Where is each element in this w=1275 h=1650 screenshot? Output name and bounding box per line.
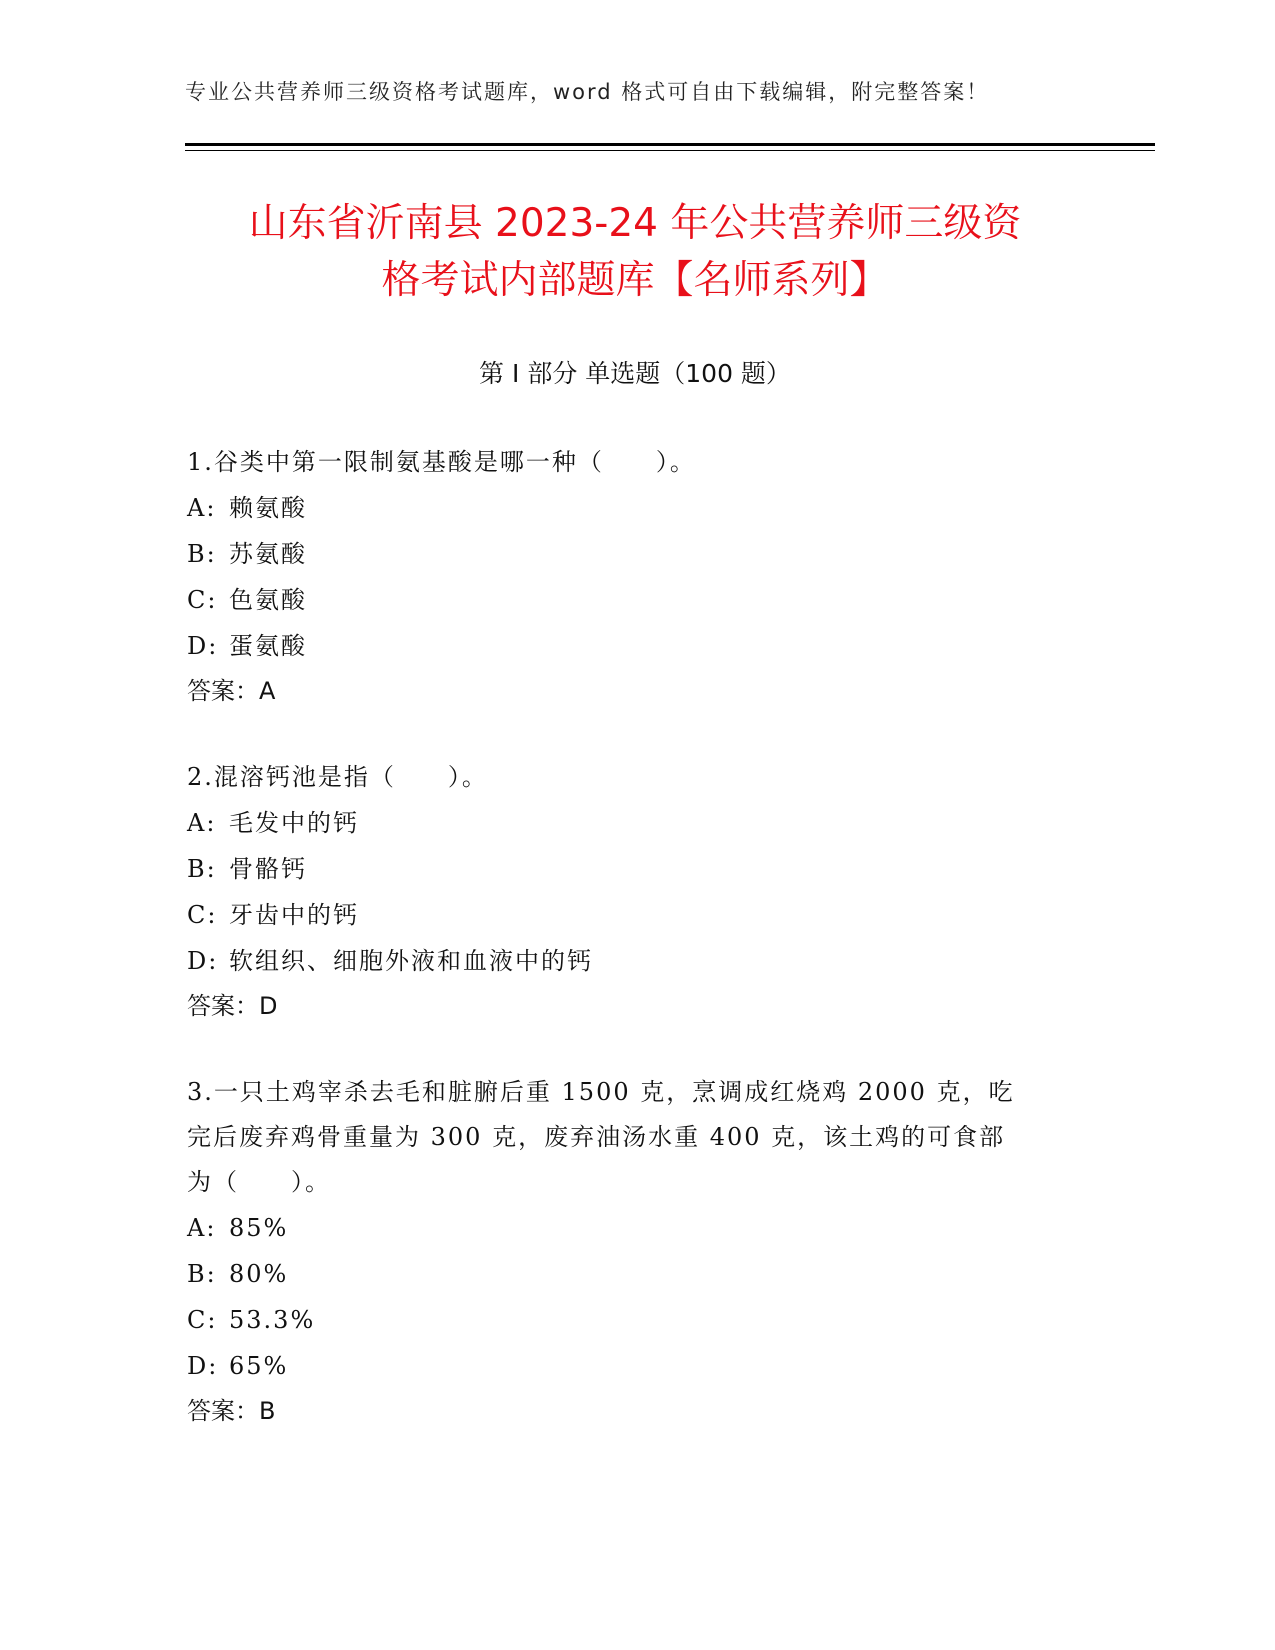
option-letter: D: xyxy=(187,1352,219,1380)
document-title xyxy=(185,195,1085,309)
option-text: 85% xyxy=(229,1214,289,1242)
option-b xyxy=(187,846,1067,892)
option-b xyxy=(187,531,1067,577)
option-text: 53.3% xyxy=(229,1306,316,1334)
option-text: 软组织、细胞外液和血液中的钙 xyxy=(229,947,593,975)
option-letter: D: xyxy=(187,947,219,975)
option-letter: B: xyxy=(187,855,217,883)
option-text: 80% xyxy=(229,1260,289,1288)
option-letter: A: xyxy=(187,1214,217,1242)
question-2 xyxy=(187,755,1067,1028)
option-a xyxy=(187,1205,1067,1251)
question-stem: 2.混溶钙池是指（ ）。 xyxy=(187,763,488,791)
answer-label: 答案：D xyxy=(187,992,278,1020)
option-text: 赖氨酸 xyxy=(229,494,307,522)
option-text: 色氨酸 xyxy=(229,586,307,614)
option-c xyxy=(187,577,1067,623)
option-letter: C: xyxy=(187,901,218,929)
option-text: 65% xyxy=(229,1352,289,1380)
question-stem-line: 完后废弃鸡骨重量为 300 克，废弃油汤水重 400 克，该土鸡的可食部 xyxy=(187,1123,1006,1151)
option-a xyxy=(187,485,1067,531)
option-letter: A: xyxy=(187,809,217,837)
page-header: 专业公共营养师三级资格考试题库，word 格式可自由下载编辑，附完整答案！ xyxy=(185,80,990,104)
option-text: 苏氨酸 xyxy=(229,540,307,568)
option-text: 骨骼钙 xyxy=(229,855,307,883)
option-d xyxy=(187,1343,1067,1389)
header-divider-thick xyxy=(185,143,1155,146)
question-list xyxy=(187,440,1067,1475)
question-3 xyxy=(187,1070,1067,1433)
document-title-line-1: 山东省沂南县 2023-24 年公共营养师三级资 xyxy=(248,201,1022,246)
option-a xyxy=(187,800,1067,846)
option-text: 牙齿中的钙 xyxy=(229,901,359,929)
option-c xyxy=(187,1297,1067,1343)
option-letter: C: xyxy=(187,1306,218,1334)
option-letter: D: xyxy=(187,632,219,660)
option-text: 蛋氨酸 xyxy=(229,632,307,660)
answer-label: 答案：A xyxy=(187,677,276,705)
option-c xyxy=(187,892,1067,938)
question-stem: 1.谷类中第一限制氨基酸是哪一种（ ）。 xyxy=(187,448,696,476)
header-divider-thin xyxy=(185,150,1155,151)
question-stem-line: 为（ ）。 xyxy=(187,1168,331,1196)
question-stem-line: 3.一只土鸡宰杀去毛和脏腑后重 1500 克，烹调成红烧鸡 2000 克，吃 xyxy=(187,1078,1015,1106)
document-title-line-2: 格考试内部题库【名师系列】 xyxy=(381,258,889,303)
option-b xyxy=(187,1251,1067,1297)
option-letter: C: xyxy=(187,586,218,614)
option-d xyxy=(187,938,1067,984)
section-title: 第 I 部分 单选题（100 题） xyxy=(479,359,791,388)
answer-label: 答案：B xyxy=(187,1397,276,1425)
option-text: 毛发中的钙 xyxy=(229,809,359,837)
question-1 xyxy=(187,440,1067,713)
option-letter: B: xyxy=(187,1260,217,1288)
option-letter: B: xyxy=(187,540,217,568)
option-letter: A: xyxy=(187,494,217,522)
option-d xyxy=(187,623,1067,669)
